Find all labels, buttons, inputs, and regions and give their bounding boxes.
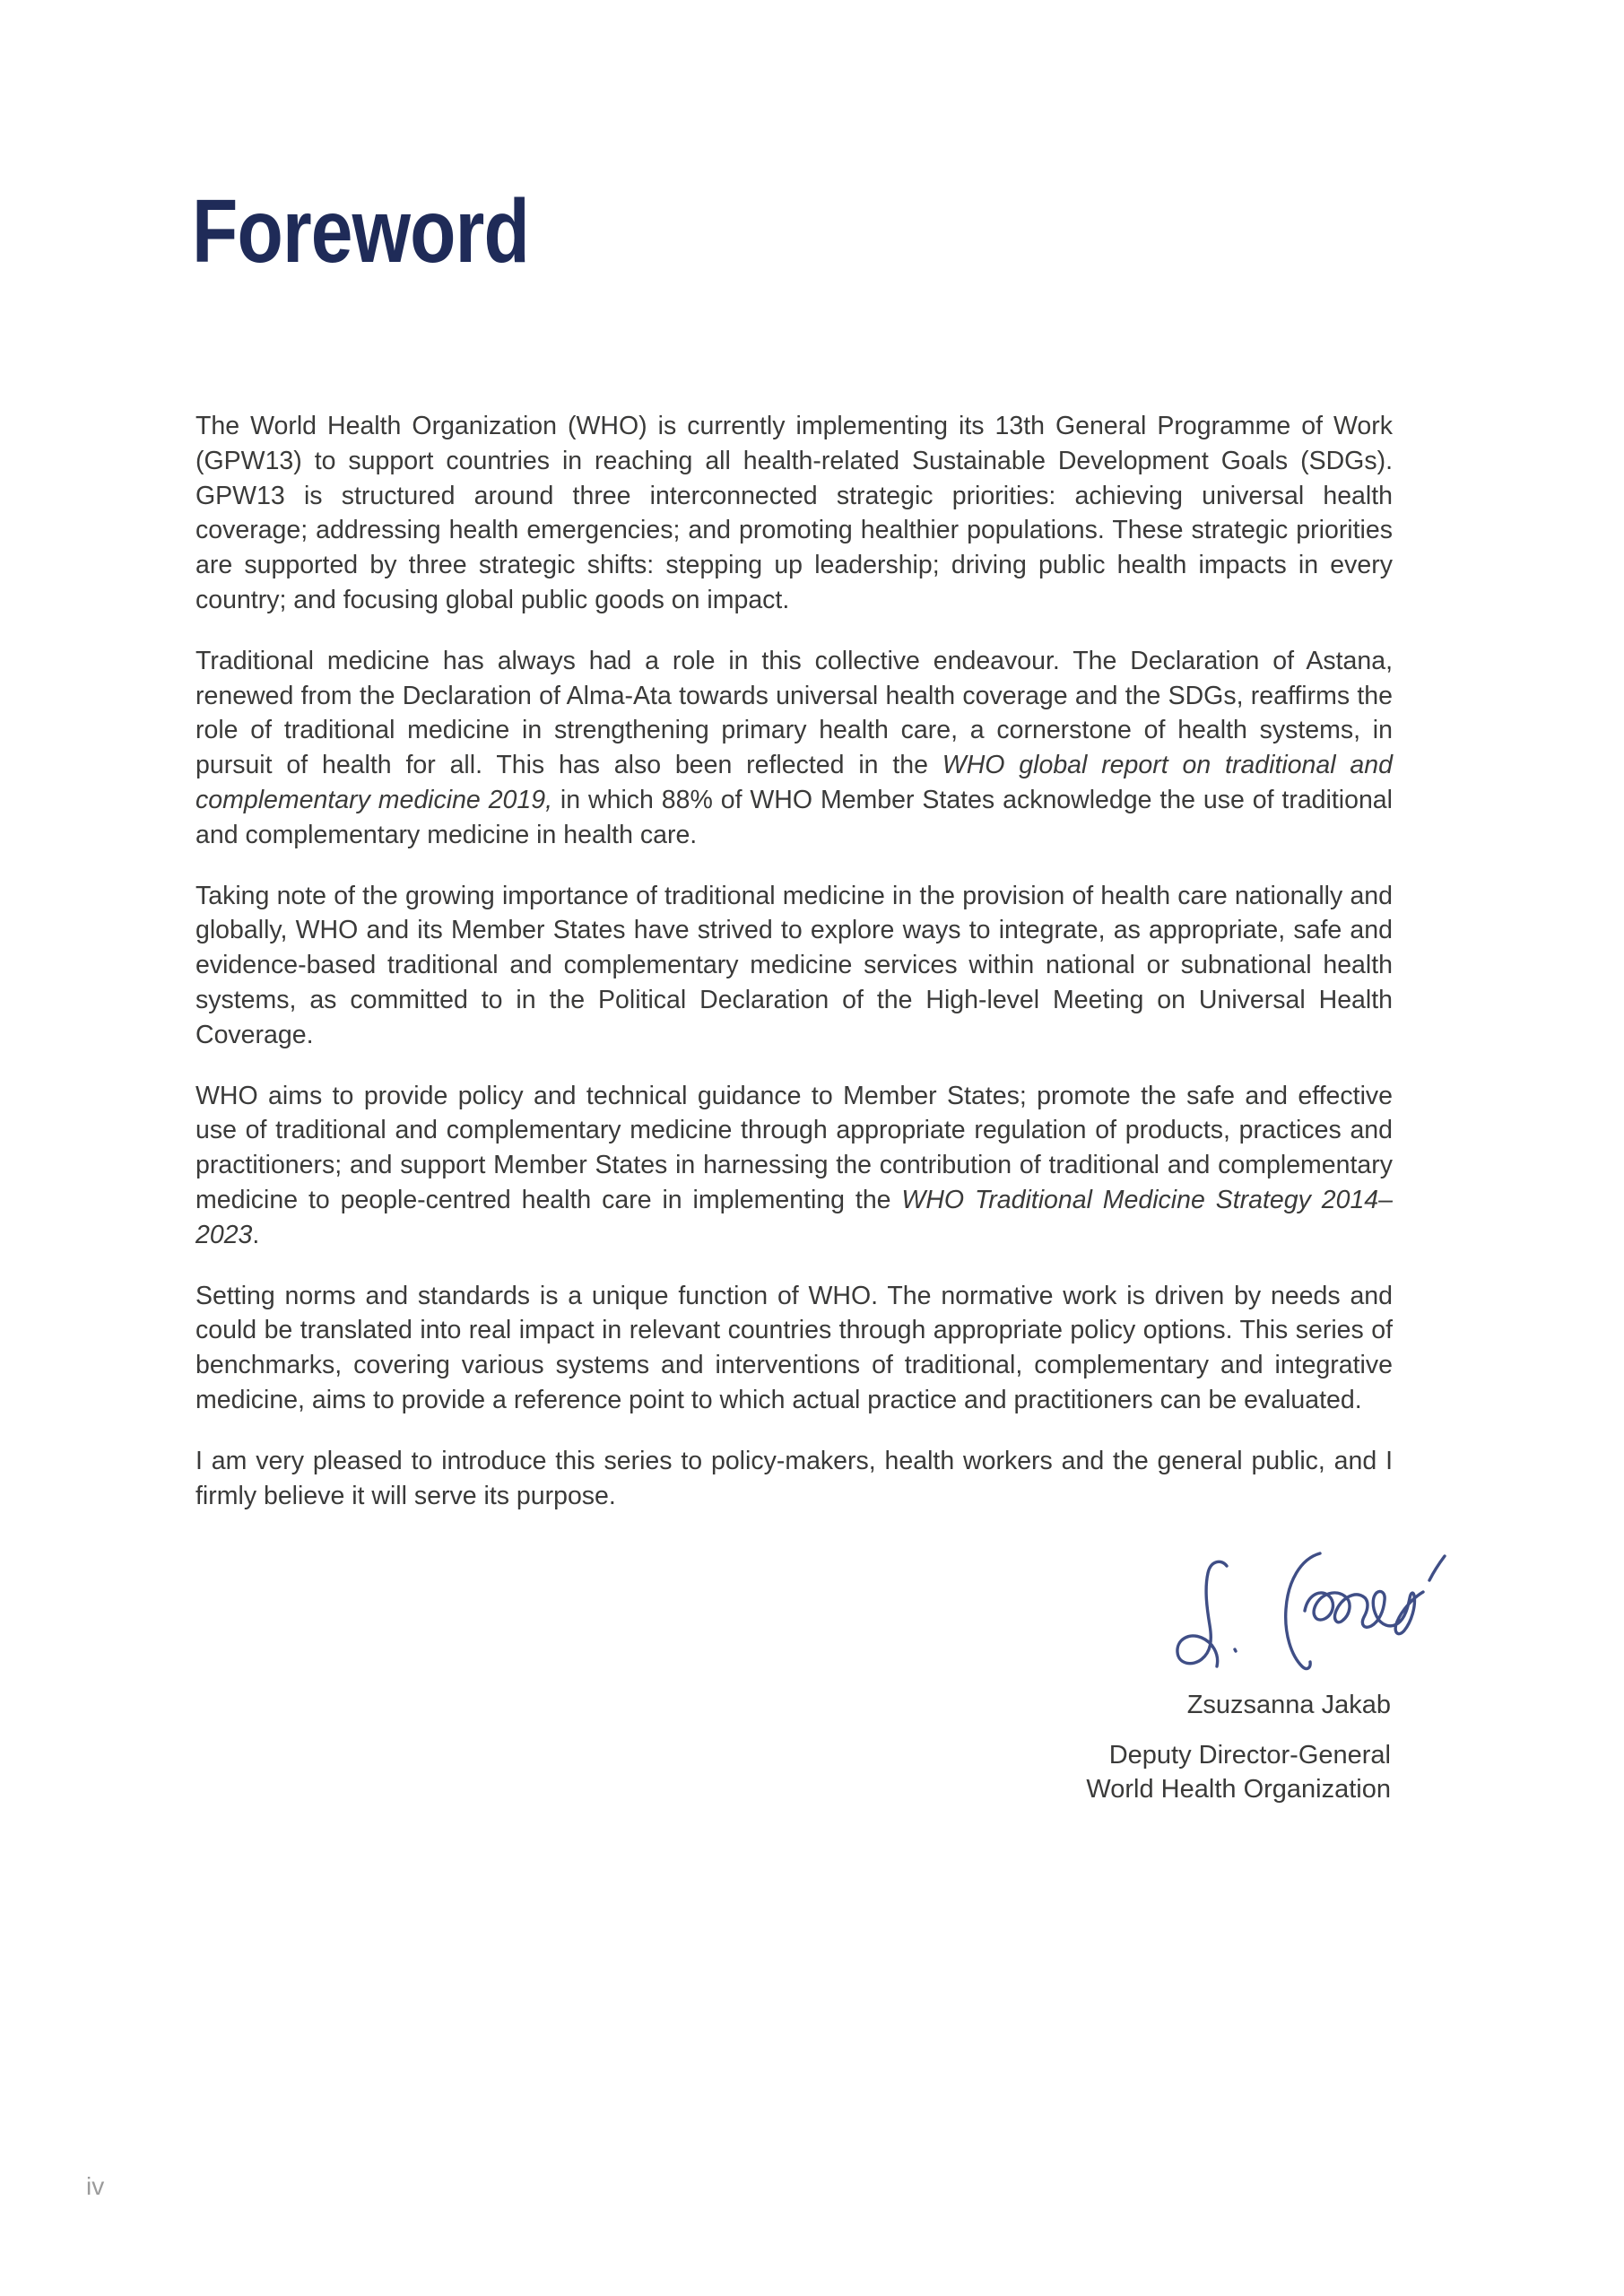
paragraph [195,879,1393,1053]
signatory-organization: World Health Organization [1086,1775,1391,1804]
signatory-name: Zsuzsanna Jakab [1186,1691,1391,1719]
italic-text-segment: WHO global report on traditional and complementary medicine 2019, [195,751,1393,814]
text-segment: WHO aims to provide policy and technical guidance to Member States; promote the safe and effective use of traditional and complementary medicine through appropriate regulation of products, practices and practitioners; and support Member States in harnessing the contribution of traditional and complementary medicine to people-centred health care in implementing the [195,1081,1393,1214]
signature-image [1121,1541,1453,1684]
text-segment: The World Health Organization (WHO) is currently implementing its 13th General Programme of Work (GPW13) to support countries in reaching all health-related Sustainable Development Goals (SDGs). GPW13 is structured around three interconnected strategic priorities: achieving universal health coverage; addressing health emergencies; and promoting healthier populations. These strategic priorities are supported by three strategic shifts: stepping up leadership; driving public health impacts in every country; and focusing global public goods on impact. [195,412,1393,614]
body-text [195,409,1393,1513]
text-segment: in which 88% of WHO Member States acknowledge the use of traditional and complementary medicine in health care. [195,785,1393,849]
text-segment: I am very pleased to introduce this series to policy-makers, health workers and the general public, and I firmly believe it will serve its purpose. [195,1446,1393,1510]
italic-text-segment: WHO Traditional Medicine Strategy 2014–2023 [195,1185,1393,1249]
text-segment: Traditional medicine has always had a role in this collective endeavour. The Declaration of Astana, renewed from the Declaration of Alma-Ata towards universal health coverage and the SDGs, reaffirms the role of traditional medicine in strengthening primary health care, a cornerstone of health systems, in pursuit of health for all. This has also been reflected in the [195,646,1393,780]
paragraph [195,644,1393,853]
paragraph [195,1079,1393,1253]
text-segment: . [252,1220,260,1249]
paragraph [195,409,1393,618]
text-segment: Taking note of the growing importance of traditional medicine in the provision of health care nationally and globally, WHO and its Member States have strived to explore ways to integrate, as appropriate, safe and evidence-based traditional and complementary medicine services within national or subnational health systems, as committed to in the Political Declaration of the High-level Meeting on Universal Health Coverage. [195,881,1393,1049]
paragraph [195,1279,1393,1418]
page-title: Foreword [192,181,529,282]
paragraph [195,1444,1393,1514]
signatory-role: Deputy Director-General [1108,1741,1391,1770]
text-segment: Setting norms and standards is a unique function of WHO. The normative work is driven by needs and could be translated into real impact in relevant countries through appropriate policy options. This series of benchmarks, covering various systems and interventions of traditional, complementary and integrative medicine, aims to provide a reference point to which actual practice and practitioners can be evaluated. [195,1281,1393,1414]
signatory-role-block [1086,1738,1391,1806]
page-number: iv [86,2172,105,2200]
